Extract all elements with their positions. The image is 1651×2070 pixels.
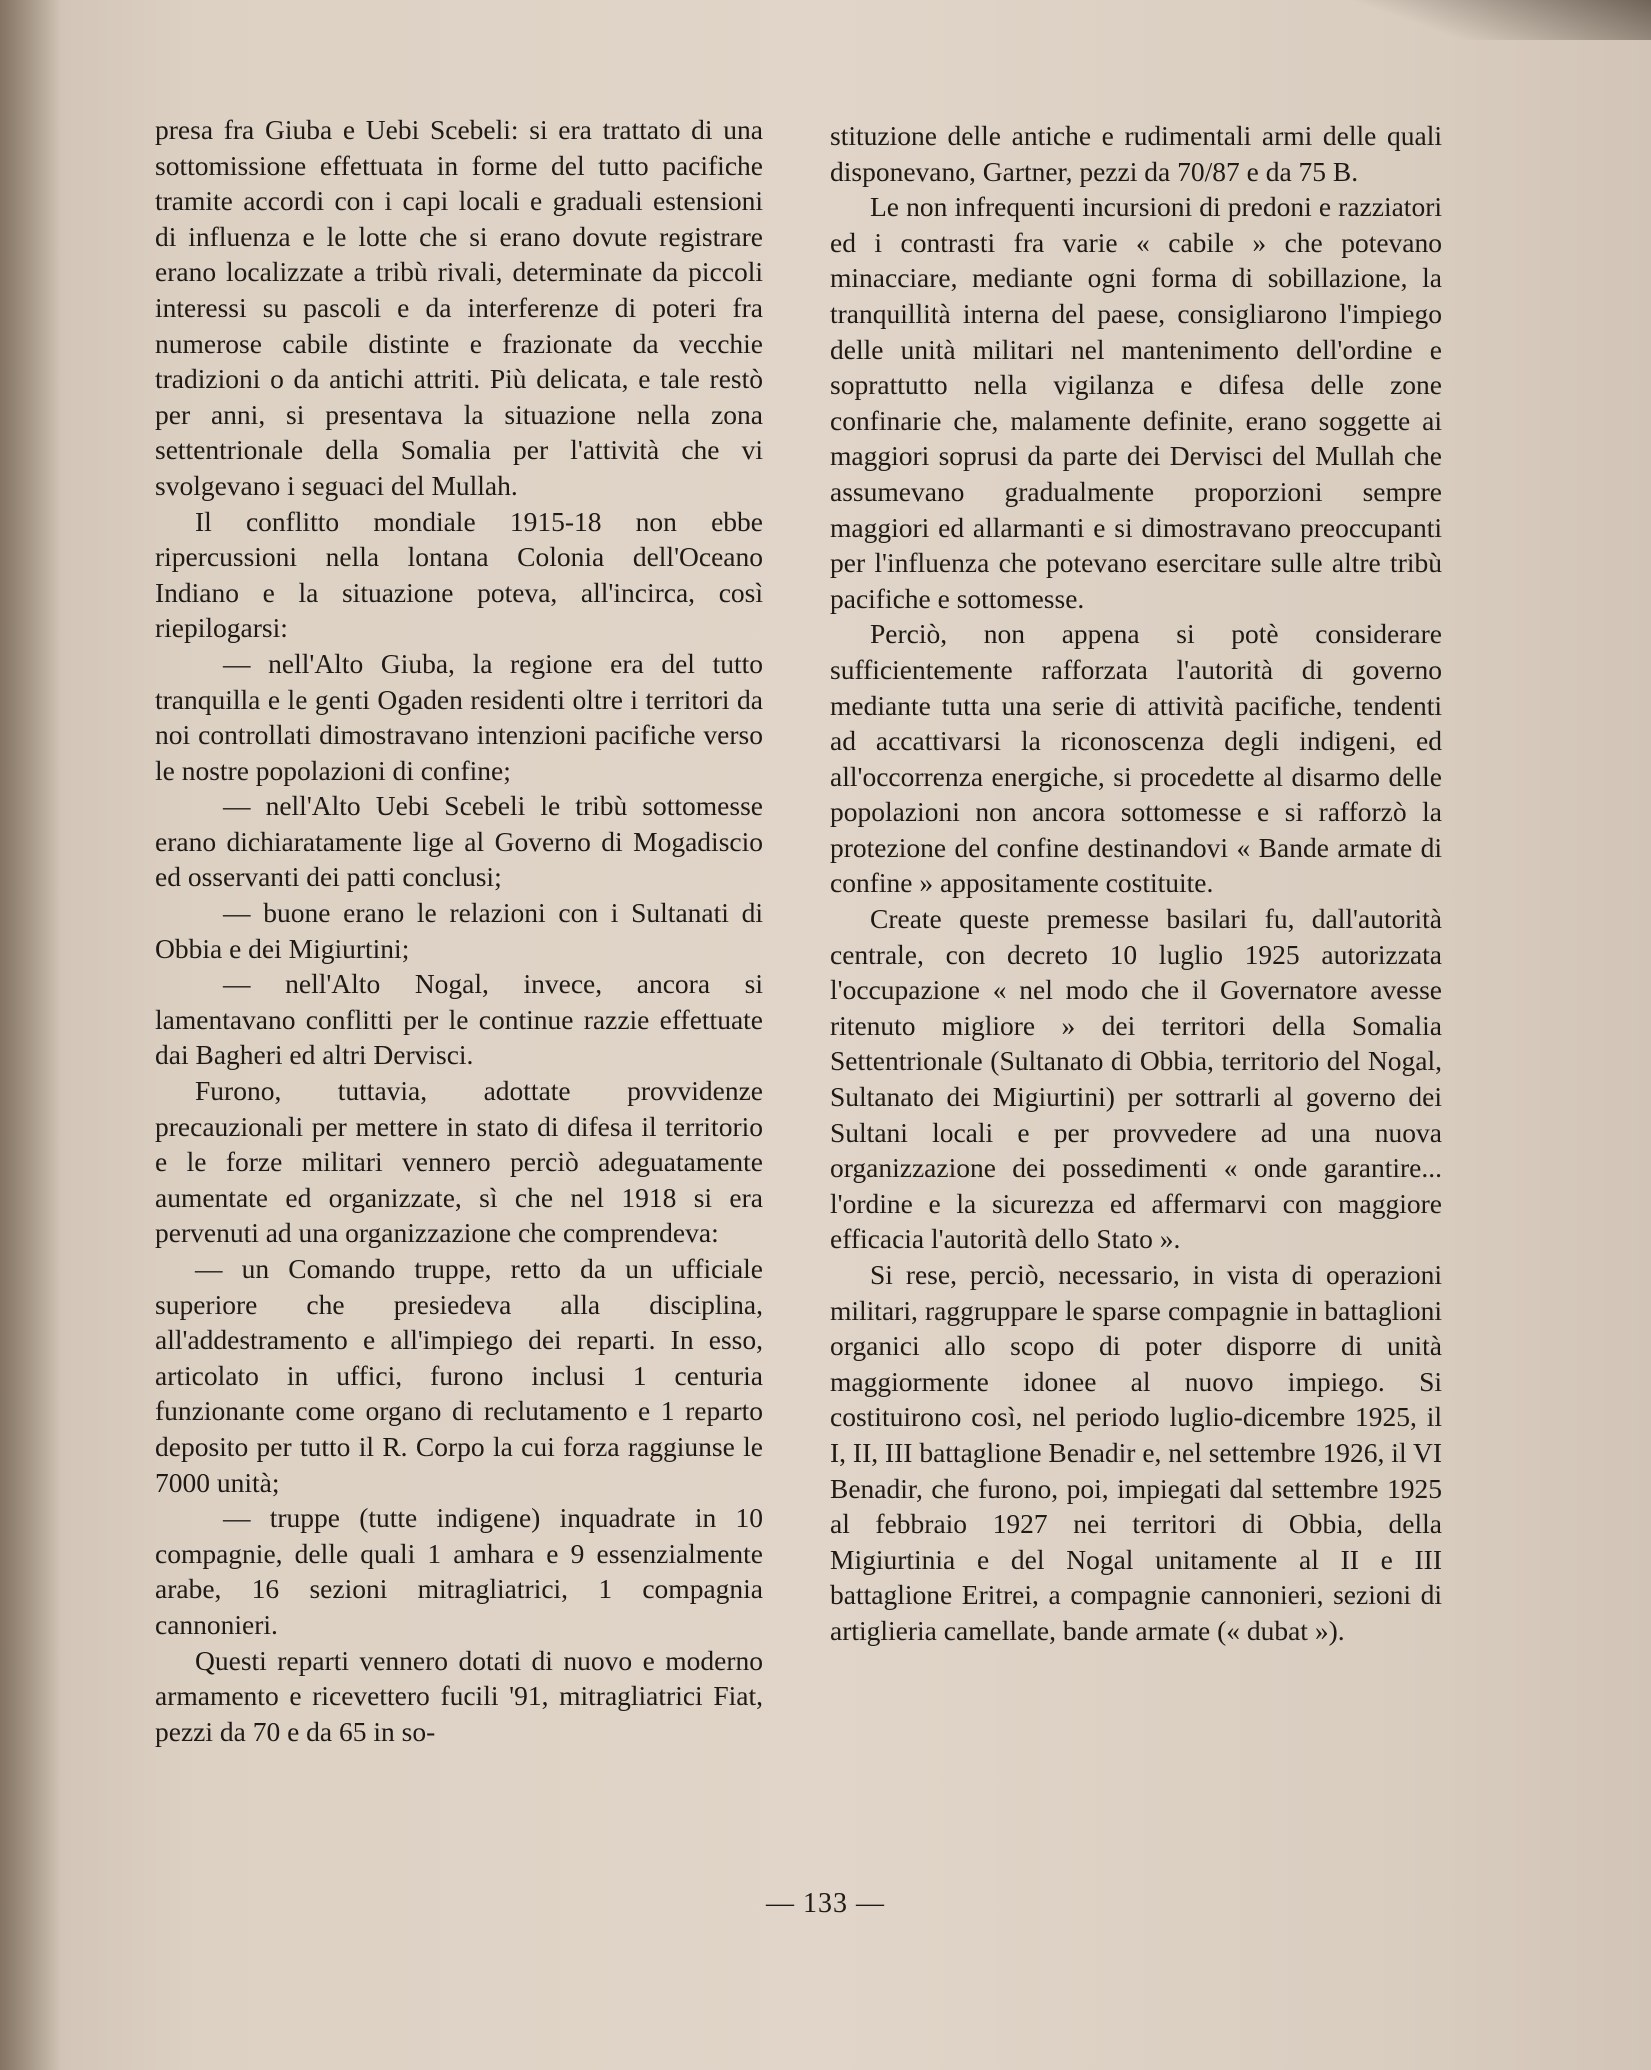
list-item: — un Comando truppe, retto da un ufficiale superiore che presiedeva alla disciplina, all'addestramento e all'impiego dei reparti. In esso, articolato in uffici, furono inclusi 1 centuria funzionante come organo di reclutamento e 1 reparto deposito per tutto il R. Corpo la cui forza raggiunse le 7000 unità; [155,1253,763,1498]
paragraph: Il conflitto mondiale 1915-18 non ebbe ripercussioni nella lontana Colonia dell'Oceano Indiano e la situazione poteva, all'incirca, così riepilogarsi: [155,505,763,644]
paragraph: Perciò, non appena si potè considerare sufficientemente rafforzata l'autorità di governo mediante tutta una serie di attività pacifiche, tendenti ad accattivarsi la riconoscenza degli indigeni, ed all'occorrenza energiche, si procedette al disarmo delle popolazioni non ancora sottomesse e si rafforzò la protezione del confine destinandovi « Bande armate di confine » appositamente costituite. [830,618,1442,899]
paragraph: Questi reparti vennero dotati di nuovo e moderno armamento e ricevettero fucili '91, mitragliatrici Fiat, pezzi da 70 e da 65 in so- [155,1644,763,1747]
page-number: — 133 — [766,1888,885,1919]
list-item: — nell'Alto Giuba, la regione era del tutto tranquilla e le genti Ogaden residenti oltre i territori da noi controllati dimostravano intenzioni pacifiche verso le nostre popolazioni di confine; [155,647,763,786]
paragraph: Le non infrequenti incursioni di predoni e razziatori ed i contrasti fra varie « cabile » che potevano minacciare, mediante ogni forma di sobillazione, la tranquillità interna del paese, consigliarono l'impiego delle unità militari nel mantenimento dell'ordine e soprattutto nella vigilanza e difesa delle zone confinarie che, malamente definite, erano soggette ai maggiori soprusi da parte dei Dervisci del Mullah che assumevano gradualmente proporzioni sempre maggiori ed allarmanti e si dimostravano preoccupanti per l'influenza che potevano esercitare sulle altre tribù pacifiche e sottomesse. [830,191,1442,614]
binding-shadow [0,0,60,2070]
right-text-column [830,118,1442,1649]
list-item: — nell'Alto Nogal, invece, ancora si lamentavano conflitti per le continue razzie effettuate dai Bagheri ed altri Dervisci. [155,968,763,1071]
list-item: — truppe (tutte indigene) inquadrate in 10 compagnie, delle quali 1 amhara e 9 essenzialmente arabe, 16 sezioni mitragliatrici, 1 compagnia cannonieri. [155,1502,763,1640]
paragraph: stituzione delle antiche e rudimentali armi delle quali disponevano, Gartner, pezzi da 70/87 e da 75 B. [830,120,1442,187]
paragraph: presa fra Giuba e Uebi Scebeli: si era trattato di una sottomissione effettuata in forme del tutto pacifiche tramite accordi con i capi locali e graduali estensioni di influenza e le lotte che si erano dovute registrare erano localizzate a tribù rivali, determinate da piccoli interessi su pascoli e da interferenze di poteri fra numerose cabile distinte e frazionate da vecchie tradizioni o da antichi attriti. Più delicata, e tale restò per anni, si presentava la situazione nella zona settentrionale della Somalia per l'attività che vi svolgevano i seguaci del Mullah. [155,114,763,501]
paragraph: Si rese, perciò, necessario, in vista di operazioni militari, raggruppare le sparse compagnie in battaglioni organici allo scopo di poter disporre di unità maggiormente idonee al nuovo impiego. Si costituirono così, nel periodo luglio-dicembre 1925, il I, II, III battaglione Benadir e, nel settembre 1926, il VI Benadir, che furono, poi, impiegati dal settembre 1925 al febbraio 1927 nei territori di Obbia, della Migiurtinia e del Nogal unitamente al II e III battaglione Eritrei, a compagnie cannonieri, sezioni di artiglieria camellate, bande armate (« dubat »). [830,1259,1442,1646]
paragraph: Create queste premesse basilari fu, dall'autorità centrale, con decreto 10 luglio 1925 autorizzata l'occupazione « nel modo che il Governatore avesse ritenuto migliore » dei territori della Somalia Settentrionale (Sultanato di Obbia, territorio del Nogal, Sultanato dei Migiurtini) per sottrarli al governo dei Sultani locali e per provvedere ad una nuova organizzazione dei possedimenti « onde garantire... l'ordine e la sicurezza ed affermarvi con maggiore efficacia l'autorità dello Stato ». [830,903,1442,1255]
paragraph: Furono, tuttavia, adottate provvidenze precauzionali per mettere in stato di difesa il territorio e le forze militari vennero perciò adeguatamente aumentate ed organizzate, sì che nel 1918 si era pervenuti ad una organizzazione che comprendeva: [155,1075,763,1249]
list-item: — nell'Alto Uebi Scebeli le tribù sottomesse erano dichiaratamente lige al Governo di Mogadiscio ed osservanti dei patti conclusi; [155,790,763,893]
corner-shadow [1331,0,1651,40]
list-item: — buone erano le relazioni con i Sultanati di Obbia e dei Migiurtini; [155,897,763,964]
left-text-column [155,112,763,1749]
